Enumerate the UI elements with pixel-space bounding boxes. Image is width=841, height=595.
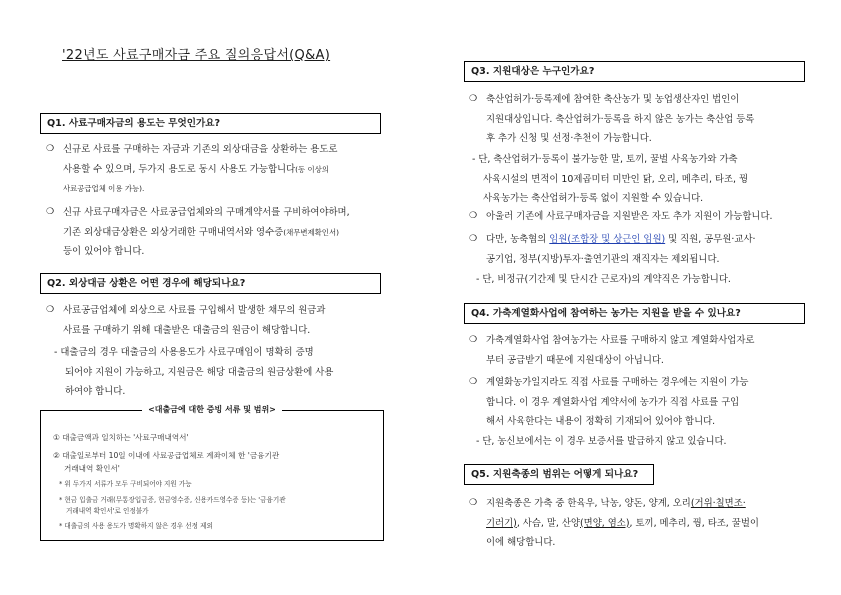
evidence-title: <대출금에 대한 증빙 서류 및 범위>	[142, 405, 282, 414]
q4-box	[464, 303, 805, 324]
q5-label: Q5. 지원축종의 범위는 어떻게 되나요?	[471, 469, 639, 480]
q1-label: Q1. 사료구매자금의 용도는 무엇인가요?	[47, 118, 221, 129]
q3-box	[464, 61, 805, 82]
bullet-icon: ❍	[469, 498, 478, 508]
q3-detail-1: - 단, 축산업허가·등록이 불가능한 말, 토끼, 꿀벌 사육농가와 가축 사육시설의 면적이 10제곱미터 미만인 닭, 오리, 메추리, 타조, 꿩 사육농가는 축산업허가·등록 없이 지원할 수 있습니다.	[472, 154, 749, 205]
evidence-item-1: ① 대출금액과 일치하는 '사료구매내역서'	[53, 433, 189, 442]
bullet-icon: ❍	[469, 377, 478, 387]
q2-detail-1: - 대출금의 경우 대출금의 사용용도가 사료구매임이 명확히 증명 되어야 지원이 가능하고, 지원금은 해당 대출금의 원금상환에 사용 하여야 합니다.	[54, 347, 334, 398]
q4-answer-2: ❍ 계열화농가일지라도 직접 사료를 구매하는 경우에는 지원이 가능 합니다. 이 경우 계열화사업 계약서에 농가가 직접 사료를 구입 해서 사육한다는 내용이 정확히 기재되어 있어야 합니다.	[469, 373, 809, 432]
q5-answer-1: ❍ 지원축종은 가축 중 한육우, 낙농, 양돈, 양계, 오리(거위·칠면조· 기러기), 사슴, 말, 산양(면양, 염소), 토끼, 메추리, 꿩, 타조, 꿀벌이 이에 해당합니다.	[469, 494, 809, 553]
q2-box	[40, 273, 381, 294]
evidence-note-3: * 대출금의 사용 용도가 명확하지 않은 경우 선정 제외	[59, 522, 213, 530]
q3-answer-1: ❍ 축산업허가·등록제에 참여한 축산농가 및 농업생산자인 법인이 지원대상입니다. 축산업허가·등록을 하지 않은 농가는 축산업 등록 후 추가 신청 및 선정·추천이 가능합니다.	[469, 90, 809, 149]
q5-box	[464, 464, 654, 485]
evidence-note-1: * 위 두가지 서류가 모두 구비되어야 지원 가능	[59, 480, 192, 488]
bullet-icon: ❍	[469, 335, 478, 345]
q4-detail-1: - 단, 농신보에서는 이 경우 보증서를 발급하지 않고 있습니다.	[476, 436, 727, 447]
q2-answer-1: ❍ 사료공급업체에 외상으로 사료를 구입해서 발생한 채무의 원금과 사료를 구매하기 위해 대출받은 대출금의 원금이 해당합니다.	[46, 301, 392, 340]
evidence-note-2: * 현금 입출금 거래(무통장입금증, 현금영수증, 신용카드영수증 등)는 '금융기관 거래내역 확인서'로 인정불가	[59, 496, 286, 515]
q1-box	[40, 113, 381, 134]
evidence-box	[40, 405, 384, 541]
q3-answer-3: ❍ 다만, 농축협의 임원(조합장 및 상근인 임원) 및 직원, 공무원·교사· 공기업, 정부(지방)투자·출연기관의 재직자는 제외됩니다.	[469, 230, 809, 269]
q1-answer-2: ❍ 신규 사료구매자금은 사료공급업체와의 구매계약서를 구비하여야하며, 기존 외상대금상환은 외상거래한 구매내역서와 영수증(채무변제확인서) 등이 있어야 합니다.	[46, 203, 392, 262]
q3-label: Q3. 지원대상은 누구인가요?	[471, 66, 595, 77]
bullet-icon: ❍	[46, 144, 55, 154]
q4-answer-1: ❍ 가축계열화사업 참여농가는 사료를 구매하지 않고 계열화사업자로 부터 공급받기 때문에 지원대상이 아닙니다.	[469, 331, 809, 370]
evidence-item-2: ② 대출일로부터 10일 이내에 사료공급업체로 계좌이체 한 '금융기관 거래내역 확인서'	[53, 451, 280, 473]
bullet-icon: ❍	[469, 94, 478, 104]
q3-answer-2: ❍ 아울러 기존에 사료구매자금을 지원받은 자도 추가 지원이 가능합니다.	[469, 207, 811, 227]
bullet-icon: ❍	[46, 305, 55, 315]
q4-label: Q4. 가축계열화사업에 참여하는 농가는 지원을 받을 수 있나요?	[471, 308, 741, 319]
q3-detail-2: - 단, 비정규(기간제 및 단시간 근로자)의 계약직은 가능합니다.	[476, 274, 731, 285]
bullet-icon: ❍	[469, 211, 478, 221]
page-title: '22년도 사료구매자금 주요 질의응답서(Q&A)	[62, 48, 331, 63]
bullet-icon: ❍	[469, 234, 478, 244]
bullet-icon: ❍	[46, 207, 55, 217]
q2-label: Q2. 외상대금 상환은 어떤 경우에 해당되나요?	[47, 278, 246, 289]
q1-answer-1: ❍ 신규로 사료를 구매하는 자금과 기존의 외상대금을 상환하는 용도로 사용할 수 있으며, 두가지 용도로 동시 사용도 가능합니다(동 이상의 사료공급업체 이용 가능).	[46, 140, 392, 199]
